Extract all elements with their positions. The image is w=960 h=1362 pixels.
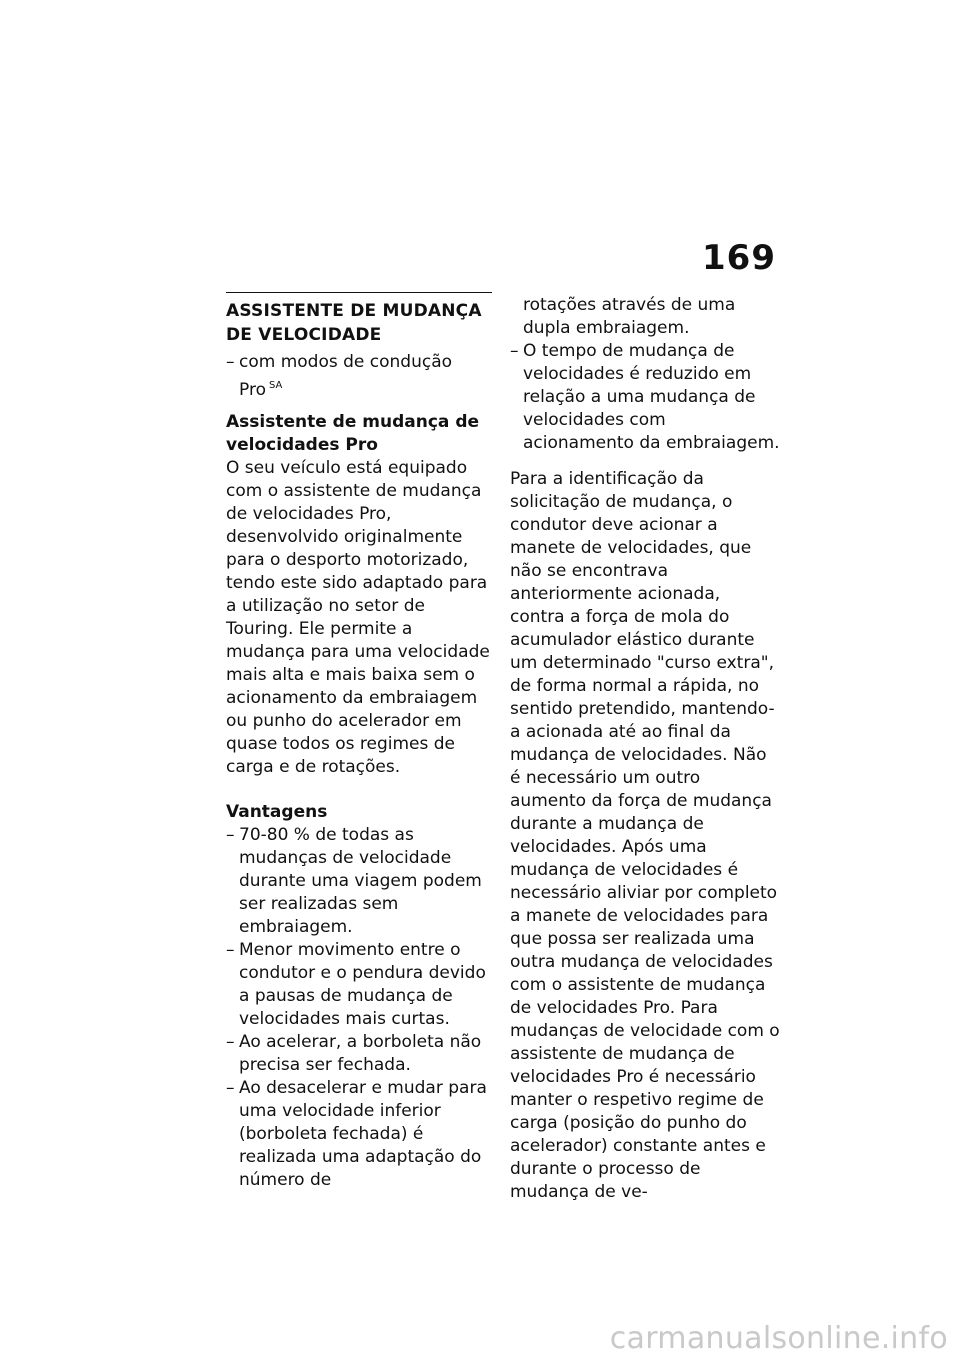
- advantage-item: – Ao acelerar, a borboleta não precisa ser fechada.: [226, 1031, 492, 1077]
- advantage-item-continuation: rotações através de uma dupla embraiagem.: [523, 295, 736, 338]
- sa-superscript: SA: [268, 380, 283, 391]
- advantage-item: – O tempo de mudança de velocidades é reduzido em relação a uma mudança de velocidades com acionamento da embraiagem.: [510, 340, 780, 455]
- shift-request-paragraph: Para a identificação da solicitação de mudança, o condutor deve acionar a manete de velocidades, que não se encontrava anteriormente acionada, contra a força de mola do acumulador elástico durante um determinado "curso extra", de forma normal a rápida, no sentido pretendido, mantendo-a acionada até ao final da mudança de velocidades. Não é necessário um outro aumento da força de mudança durante a mudança de velocidades. Após uma mudança de velocidades é necessário aliviar por completo a manete de velocidades para que possa ser realizada uma outra mudança de velocidades com o assistente de mudança de velocidades Pro. Para mudanças de velocidade com o assistente de mudança de velocidades Pro é necessário manter o respetivo regime de carga (posição do punho do acelerador) constante antes e durante o processo de mudança de ve-: [510, 469, 780, 1202]
- pro-description: O seu veículo está equipado com o assistente de mudança de velocidades Pro, desenvolvido originalmente para o desporto motorizado, tendo este sido adaptado para a utilização no setor de Touring. Ele permite a mudança para uma velocidade mais alta e mais baixa sem o acionamento da embraiagem ou punho do acelerador em quase todos os regimes de carga e de rotações.: [226, 458, 490, 777]
- left-column: [226, 292, 492, 1192]
- subheading-advantages: Vantagens: [226, 802, 328, 822]
- advantage-item: – Ao desacelerar e mudar para uma velocidade inferior (borboleta fechada) é realizada uma adaptação do número de: [226, 1077, 492, 1192]
- subheading-pro: Assistente de mudança de velocidades Pro: [226, 412, 480, 455]
- intro-item: – com modos de condução Pro $^{SA}$: [226, 351, 492, 402]
- advantage-item: – 70-80 % de todas as mudanças de velocidade durante uma viagem podem ser realizadas sem embraiagem.: [226, 824, 492, 939]
- section-title: ASSISTENTE DE MUDANÇA DE VELOCIDADE: [226, 301, 482, 345]
- watermark-text: carmanualsonline.info: [609, 1321, 948, 1356]
- advantage-item: – Menor movimento entre o condutor e o pendura devido a pausas de mudança de velocidades mais curtas.: [226, 939, 492, 1031]
- heading-rule: [226, 292, 492, 293]
- advantages-list: [226, 824, 492, 1192]
- intro-list: [226, 351, 492, 402]
- right-column: [510, 294, 780, 1204]
- page-number: 169: [702, 238, 776, 278]
- advantages-list-continued: [510, 340, 780, 455]
